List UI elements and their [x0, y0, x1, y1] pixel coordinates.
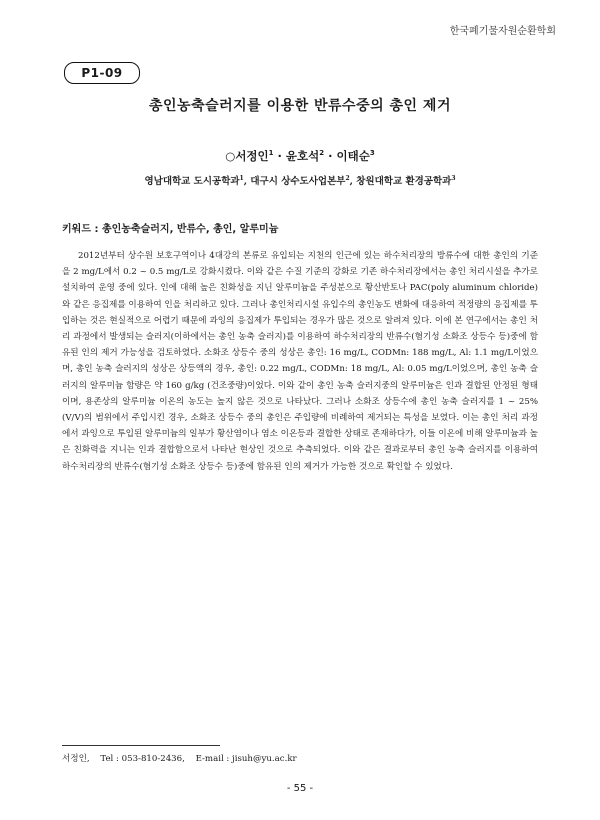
footnote-email: E-mail : jisuh@yu.ac.kr — [195, 754, 297, 764]
footnote-divider — [62, 745, 220, 746]
society-header: 한국폐기물자원순환학회 — [449, 26, 556, 37]
affiliation: 창원대학교 환경공학과 — [356, 176, 452, 187]
footnote-tel: Tel : 053-810-2436, — [100, 754, 185, 764]
keywords-label: 키워드 : — [62, 224, 99, 235]
author-separator: · — [273, 149, 286, 163]
page-number: - 55 - — [286, 783, 314, 794]
author-name: 이태순 — [336, 149, 370, 163]
affiliation-sup: 1 — [239, 174, 244, 182]
affiliation-sup: 3 — [451, 174, 456, 182]
corresponding-author-footnote — [62, 752, 305, 764]
author-name: 서정인 — [235, 149, 269, 163]
author-sup: 2 — [319, 149, 325, 158]
affiliation: 대구시 상수도사업본부 — [250, 176, 346, 187]
author-sup: 1 — [268, 149, 274, 158]
affiliation-list: 영남대학교 도시공학과$^1$, 대구시 상수도사업본부$^2$, 창원대학교 환경공학과$^3$ — [144, 174, 456, 187]
paper-title: 총인농축슬러지를 이용한 반류수중의 총인 제거 — [149, 98, 451, 114]
author-name: 윤호석 — [285, 149, 320, 163]
footnote-name: 서정인, — [62, 754, 90, 764]
presenter-marker: ○ — [225, 149, 236, 163]
author-list — [0, 148, 600, 164]
paper-id-badge: P1-09 — [64, 62, 140, 84]
keywords-line — [62, 220, 278, 235]
abstract-body: 2012년부터 상수원 보호구역이나 4대강의 본류로 유입되는 지천의 인근에 있는 하수처리장의 방류수에 대한 총인의 기준을 2 mg/L에서 0.2 ~ 0.5 mg/L로 강화시켰다. 이와 같은 수질 기준의 강화로 기존 하수처리장에서는 총인 처리시설을 추가로 설치하여 운영 중에 있다. 인에 대해 높은 친화성을 지닌 알루미늄을 주성분으로 황산반토나 PAC(poly aluminum chloride)와 같은 응집제를 이용하여 인을 처리하고 있다. 그러나 총인처리시설 유입수의 총인농도 변화에 대응하여 적정량의 응집제를 투입하는 것은 현실적으로 어렵기 때문에 과잉의 응집제가 투입되는 경우가 많은 것으로 알려져 있다. 이에 본 연구에서는 총인 처리 과정에서 발생되는 슬러지(이하에서는 총인 농축 슬러지)를 이용하여 하수처리장의 반류수(혐기성 소화조 상등수 등)중에 함유된 인의 제거 가능성을 검토하였다. 소화조 상등수 중의 성상은 총인: 16 mg/L, CODMn: 188 mg/L, Al: 1.1 mg/L이었으며, 총인 농축 슬러지의 성상은 상등액의 경우, 총인: 0.22 mg/L, CODMn: 18 mg/L, Al: 0.05 mg/L이었으며, 총인 농축 슬러지의 알루미늄 함량은 약 160 g/kg (건조중량)이었다. 이와 같이 총인 농축 슬러지중의 알루미늄은 인과 결합된 안정된 형태이며, 용존상의 알루미늄 이온의 농도는 높지 않은 것으로 나타났다. 그러나 소화조 상등수에 총인 농축 슬러지를 1 ~ 25% (V/V)의 범위에서 주입시킨 경우, 소화조 상등수 중의 총인은 주입량에 비례하여 제거되는 특성을 보였다. 이는 총인 처리 과정에서 과잉으로 투입된 알루미늄의 일부가 황산염이나 염소 이온등과 결합한 상태로 존재하다가, 이들 이온에 비해 알루미늄과 높은 친화력을 지니는 인과 결합함으로서 나타난 현상인 것으로 추측되었다. 이와 같은 결과로부터 총인 농축 슬러지를 이용하여 하수처리장의 반류수(혐기성 소화조 상등수 등)중에 함유된 인의 제거가 가능한 것으로 확인할 수 있었다. — [62, 251, 538, 472]
affiliation-sup: 2 — [345, 174, 350, 182]
keywords-text: 총인농축슬러지, 반류수, 총인, 알루미늄 — [101, 224, 279, 235]
affiliation: 영남대학교 도시공학과 — [144, 176, 240, 187]
author-separator: · — [324, 149, 337, 163]
author-sup: 3 — [369, 149, 375, 158]
